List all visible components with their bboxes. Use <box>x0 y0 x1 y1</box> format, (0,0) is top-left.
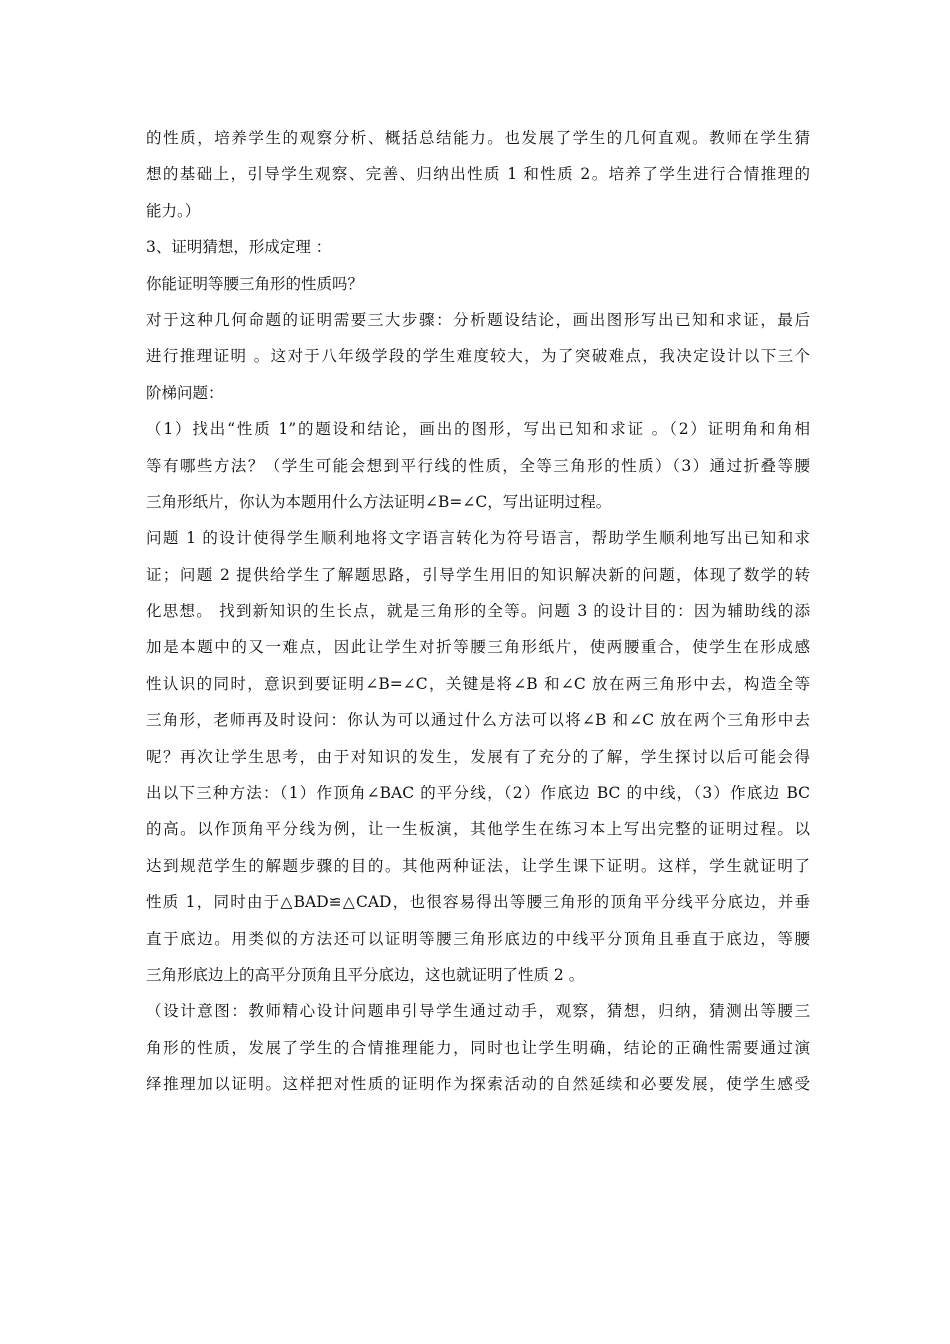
text-line: 能力。） <box>146 201 201 220</box>
text-line: 出以下三种方法：（1）作顶角∠BAC 的平分线，（2）作底边 BC 的中线，（3）作底边 BC <box>146 784 810 803</box>
text-line: 性认识的同时，意识到要证明∠B=∠C，关键是将∠B 和∠C 放在两三角形中去，构造全等 <box>146 674 810 693</box>
text-line: 的性质，培养学生的观察分析、概括总结能力。也发展了学生的几何直观。教师在学生猜 <box>146 129 810 147</box>
text-line: 的高。以作顶角平分线为例，让一生板演，其他学生在练习本上写出完整的证明过程。以 <box>146 820 810 839</box>
text-line: 三角形纸片，你认为本题用什么方法证明∠B=∠C，写出证明过程。 <box>146 492 612 511</box>
text-line: 化思想。 找到新知识的生长点，就是三角形的全等。问题 3 的设计目的：因为辅助线的添 <box>146 602 810 621</box>
text-line: （1）找出“性质 1”的题设和结论，画出的图形，写出已知和求证 。（2）证明角和角相 <box>146 420 810 439</box>
text-line: 等有哪些方法？（学生可能会想到平行线的性质，全等三角形的性质）（3）通过折叠等腰 <box>146 456 810 475</box>
text-line: 三角形底边上的高平分顶角且平分底边，这也就证明了性质 2 。 <box>146 965 585 984</box>
text-line: 阶梯问题： <box>146 383 224 402</box>
section-heading: 3、证明猜想，形成定理 ： <box>146 238 332 257</box>
text-line: 角形的性质，发展了学生的合情推理能力，同时也让学生明确，结论的正确性需要通过演 <box>146 1038 810 1057</box>
text-line: 证；问题 2 提供给学生了解题思路，引导学生用旧的知识解决新的问题，体现了数学的转 <box>146 565 810 584</box>
text-line: 进行推理证明 。这对于八年级学段的学生难度较大，为了突破难点，我决定设计以下三个 <box>146 347 810 366</box>
text-line: 你能证明等腰三角形的性质吗？ <box>146 274 364 293</box>
text-line: 绎推理加以证明。这样把对性质的证明作为探索活动的自然延续和必要发展，使学生感受 <box>146 1075 810 1094</box>
text-line: （设计意图：教师精心设计问题串引导学生通过动手，观察，猜想，归纳，猜测出等腰三 <box>146 1002 810 1021</box>
body-text <box>146 120 810 1103</box>
text-line: 直于底边。用类似的方法还可以证明等腰三角形底边的中线平分顶角且垂直于底边，等腰 <box>146 929 810 948</box>
text-line: 加是本题中的又一难点，因此让学生对折等腰三角形纸片，使两腰重合，使学生在形成感 <box>146 638 810 657</box>
text-line: 呢？再次让学生思考，由于对知识的发生，发展有了充分的了解，学生探讨以后可能会得 <box>146 747 810 766</box>
text-line: 三角形，老师再及时设问：你认为可以通过什么方法可以将∠B 和∠C 放在两个三角形中去 <box>146 711 810 730</box>
text-line: 性质 1，同时由于△BAD≌△CAD，也很容易得出等腰三角形的顶角平分线平分底边，并垂 <box>146 893 810 912</box>
text-line: 想的基础上，引导学生观察、完善、归纳出性质 1 和性质 2。培养了学生进行合情推理的 <box>146 165 810 184</box>
text-line: 对于这种几何命题的证明需要三大步骤：分析题设结论，画出图形写出已知和求证，最后 <box>146 310 810 329</box>
text-line: 达到规范学生的解题步骤的目的。其他两种证法，让学生课下证明。这样，学生就证明了 <box>146 856 810 875</box>
text-line: 问题 1 的设计使得学生顺利地将文字语言转化为符号语言，帮助学生顺利地写出已知和求 <box>146 529 810 548</box>
